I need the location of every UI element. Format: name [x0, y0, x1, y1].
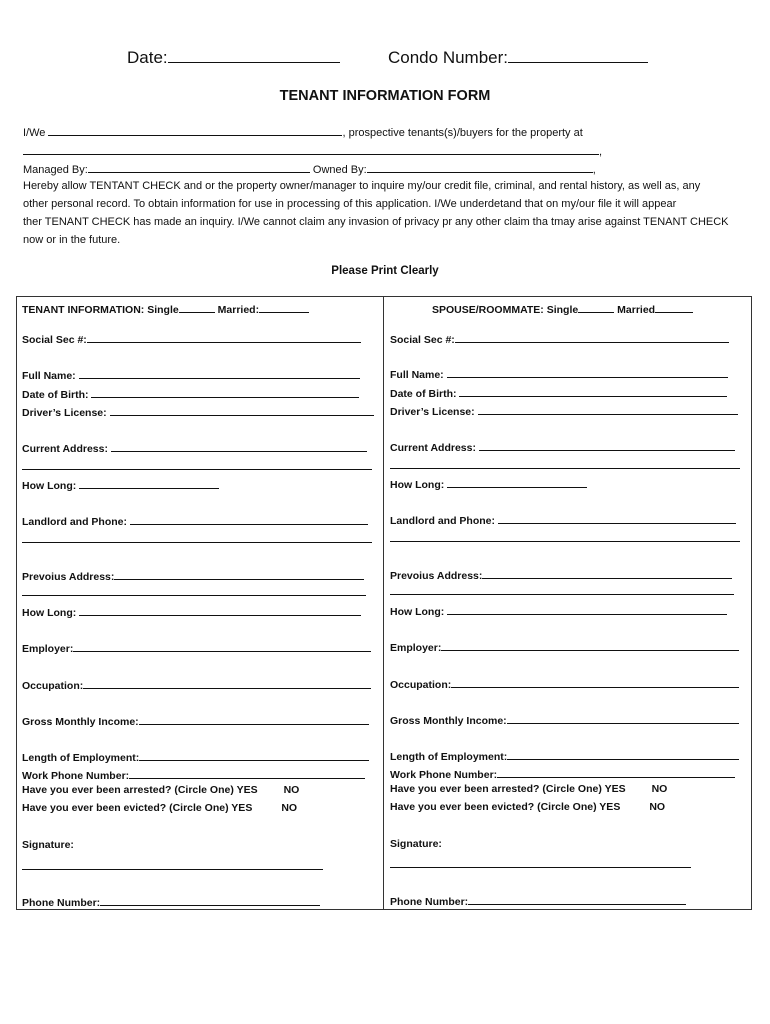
comma-text: ,	[599, 146, 603, 158]
spouse-phone-field: Phone Number:	[390, 891, 686, 909]
condo-number-label: Condo Number:	[388, 48, 509, 67]
how-long-input-line[interactable]	[79, 475, 219, 489]
spouse-previous-how-long-field: How Long:	[390, 601, 727, 619]
spouse-signature-label: Signature:	[390, 838, 442, 850]
i-we-label: I/We	[23, 127, 46, 139]
spouse-evicted-question: Have you ever been evicted? (Circle One) YES NO	[390, 800, 667, 814]
income-input-line[interactable]	[139, 711, 369, 725]
spouse-full-name-field: Full Name:	[390, 364, 728, 382]
spouse-occupation-input-line[interactable]	[451, 674, 739, 688]
column-divider	[383, 296, 384, 910]
spouse-previous-address-input-line-2[interactable]	[390, 594, 734, 595]
managed-by-label: Managed By:	[23, 164, 88, 176]
spouse-previous-how-long-input-line[interactable]	[447, 601, 727, 615]
spouse-license-input-line[interactable]	[478, 401, 738, 415]
managed-by-input-line[interactable]	[88, 159, 310, 173]
spouse-arrested-no-option[interactable]: NO	[651, 783, 668, 795]
owned-by-label: Owned By:	[312, 164, 367, 176]
paragraph-line: now or in the future.	[23, 234, 121, 246]
spouse-length-employment-input-line[interactable]	[507, 746, 739, 760]
condo-number-input-line[interactable]	[508, 49, 648, 63]
paragraph-line: other personal record. To obtain information for use in processing of this application. I/We underdetand that on my/our file it will appear	[23, 198, 677, 210]
spouse-license-field: Driver’s License:	[390, 401, 738, 419]
spouse-roommate-column	[390, 296, 748, 910]
condo-number-field	[388, 48, 648, 68]
paragraph-line: Hereby allow TENTANT CHECK and or the property owner/manager to inquire my/our credit file, criminal, and rental history, as well as, any	[23, 180, 701, 192]
spouse-occupation-field: Occupation:	[390, 674, 739, 692]
spouse-employer-field: Employer:	[390, 637, 739, 655]
tenant-marital-status: TENANT INFORMATION: Single Married:	[22, 299, 309, 317]
income-field: Gross Monthly Income:	[22, 711, 369, 729]
previous-address-input-line-2[interactable]	[22, 595, 366, 596]
spouse-full-name-input-line[interactable]	[447, 364, 728, 378]
single-input-line[interactable]	[179, 299, 215, 313]
intro-line-managed	[23, 159, 596, 179]
tenant-information-column	[22, 296, 380, 910]
spouse-landlord-input-line[interactable]	[498, 510, 736, 524]
spouse-landlord-field: Landlord and Phone:	[390, 510, 736, 528]
date-input-line[interactable]	[168, 49, 340, 63]
arrested-question: Have you ever been arrested? (Circle One) YES NO	[22, 783, 302, 797]
spouse-previous-address-input-line[interactable]	[482, 565, 732, 579]
spouse-married-input-line[interactable]	[655, 299, 693, 313]
current-address-input-line-2[interactable]	[22, 469, 372, 470]
employer-field: Employer:	[22, 638, 371, 656]
spouse-dob-field: Date of Birth:	[390, 383, 727, 401]
full-name-field: Full Name:	[22, 365, 360, 383]
landlord-input-line[interactable]	[130, 511, 368, 525]
please-print-clearly: Please Print Clearly	[331, 265, 439, 277]
length-employment-field: Length of Employment:	[22, 747, 369, 765]
form-title: TENANT INFORMATION FORM	[279, 88, 491, 104]
dob-field: Date of Birth:	[22, 384, 359, 402]
ssn-input-line[interactable]	[87, 329, 361, 343]
occupation-input-line[interactable]	[83, 675, 371, 689]
spouse-how-long-field: How Long:	[390, 474, 587, 492]
phone-input-line[interactable]	[100, 892, 320, 906]
occupation-field: Occupation:	[22, 675, 371, 693]
intro-line-tenants	[23, 122, 583, 142]
employer-input-line[interactable]	[73, 638, 371, 652]
spouse-ssn-input-line[interactable]	[455, 329, 729, 343]
spouse-arrested-question: Have you ever been arrested? (Circle One) YES NO	[390, 782, 670, 796]
paragraph-line: ther TENANT CHECK has made an inquiry. I/We cannot claim any invasion of privacy pr any other claim tha tmay arise against TENANT CHECK	[23, 216, 729, 228]
license-input-line[interactable]	[110, 402, 374, 416]
ssn-field: Social Sec #:	[22, 329, 361, 347]
spouse-single-input-line[interactable]	[578, 299, 614, 313]
spouse-evicted-no-option[interactable]: NO	[649, 801, 666, 813]
comma-text-2: ,	[592, 164, 596, 176]
license-field: Driver’s License:	[22, 402, 374, 420]
spouse-current-address-input-line-2[interactable]	[390, 468, 740, 469]
date-label: Date:	[127, 48, 168, 67]
landlord-field: Landlord and Phone:	[22, 511, 368, 529]
spouse-income-input-line[interactable]	[507, 710, 739, 724]
spouse-landlord-input-line-2[interactable]	[390, 541, 740, 542]
spouse-signature-input-line[interactable]	[390, 867, 691, 868]
previous-how-long-input-line[interactable]	[79, 602, 361, 616]
work-phone-field: Work Phone Number:	[22, 765, 365, 783]
arrested-no-option[interactable]: NO	[283, 784, 300, 796]
spouse-dob-input-line[interactable]	[459, 383, 727, 397]
spouse-current-address-input-line[interactable]	[479, 437, 735, 451]
owned-by-input-line[interactable]	[367, 159, 593, 173]
dob-input-line[interactable]	[91, 384, 359, 398]
current-address-input-line[interactable]	[111, 438, 367, 452]
previous-how-long-field: How Long:	[22, 602, 361, 620]
spouse-current-address-field: Current Address:	[390, 437, 735, 455]
date-field	[127, 48, 340, 68]
spouse-length-employment-field: Length of Employment:	[390, 746, 739, 764]
evicted-question: Have you ever been evicted? (Circle One) YES NO	[22, 801, 299, 815]
authorization-paragraph	[23, 177, 729, 249]
spouse-income-field: Gross Monthly Income:	[390, 710, 739, 728]
how-long-field: How Long:	[22, 475, 219, 493]
work-phone-input-line[interactable]	[129, 765, 365, 779]
phone-field: Phone Number:	[22, 892, 320, 910]
full-name-input-line[interactable]	[79, 365, 360, 379]
prospective-text: , prospective tenants(s)/buyers for the property at	[342, 127, 583, 139]
spouse-work-phone-input-line[interactable]	[497, 764, 735, 778]
spouse-employer-input-line[interactable]	[441, 637, 739, 651]
spouse-previous-address-field: Prevoius Address:	[390, 565, 732, 583]
intro-line-property	[23, 141, 602, 161]
spouse-work-phone-field: Work Phone Number:	[390, 764, 735, 782]
spouse-marital-status: SPOUSE/ROOMMATE: Single Married	[432, 299, 693, 317]
tenant-names-input-line[interactable]	[48, 122, 342, 136]
length-employment-input-line[interactable]	[139, 747, 369, 761]
landlord-input-line-2[interactable]	[22, 542, 372, 543]
spouse-how-long-input-line[interactable]	[447, 474, 587, 488]
spouse-ssn-field: Social Sec #:	[390, 329, 729, 347]
previous-address-field: Prevoius Address:	[22, 566, 364, 584]
signature-label: Signature:	[22, 839, 74, 851]
previous-address-input-line[interactable]	[114, 566, 364, 580]
evicted-no-option[interactable]: NO	[281, 802, 298, 814]
married-input-line[interactable]	[259, 299, 309, 313]
property-address-input-line[interactable]	[23, 141, 599, 155]
current-address-field: Current Address:	[22, 438, 367, 456]
spouse-phone-input-line[interactable]	[468, 891, 686, 905]
signature-input-line[interactable]	[22, 869, 323, 870]
